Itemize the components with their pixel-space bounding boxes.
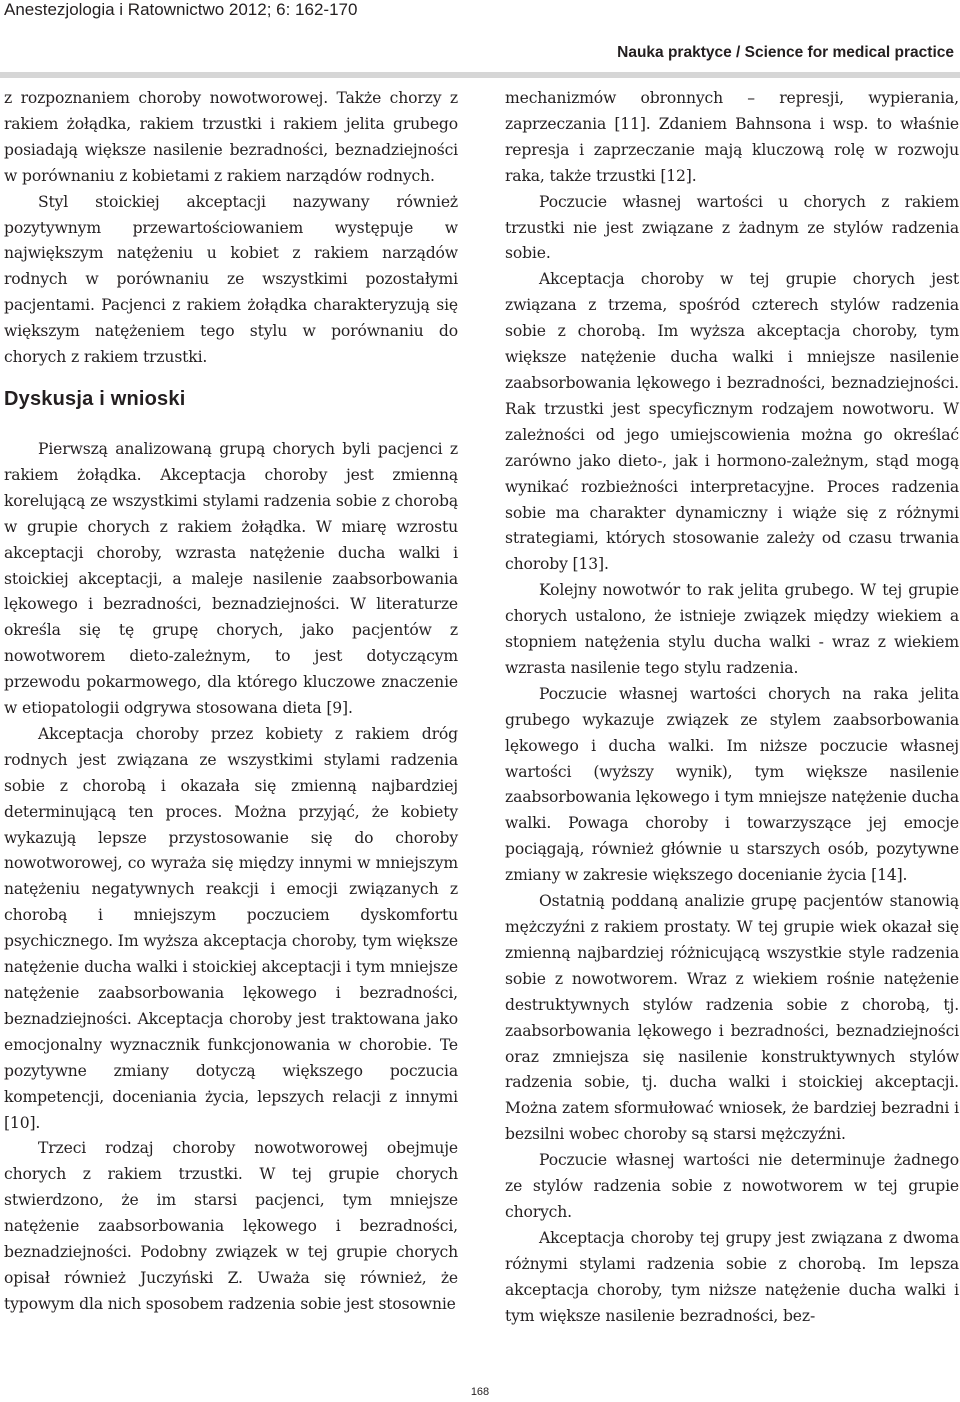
left-column bbox=[4, 86, 458, 1318]
paragraph: Poczucie własnej wartości nie determinuje żadnego ze stylów radzenia sobie z nowotworem w tej grupie chorych. bbox=[505, 1151, 959, 1221]
section-label: Nauka praktyce / Science for medical practice bbox=[617, 44, 954, 61]
paragraph: Akceptacja choroby w tej grupie chorych jest związana z trzema, spośród czterech stylów radzenia sobie z chorobą. Im wyższa akceptacja choroby, tym większe natężenie ducha walki i mniejsze nasilenie zaabsorbowania lękowego i bezradności, beznadziejności. Rak trzustki jest specyficznym rodzajem nowotworu. W zależności od jego umiejscowienia można go określać zarówno jako dieto-, jak i hormono-zależnym, stąd mogą wynikać rozbieżności interpretacyjne. Proces radzenia sobie ma charakter dynamiczny i wiąże się z różnymi strategiami, których stosowanie zależy od czasu trwania choroby [13]. bbox=[505, 270, 959, 574]
paragraph: Trzeci rodzaj choroby nowotworowej obejmuje chorych z rakiem trzustki. W tej grupie chorych stwierdzono, że im starsi pacjenci, tym mniejsze natężenie zaabsorbowania lękowego i bezradności, beznadziejności. Podobny związek w tej grupie chorych opisał również Juczyński Z. Uważa się również, że typowym dla nich sposobem radzenia sobie jest stosownie bbox=[4, 1139, 458, 1313]
journal-citation: Anestezjologia i Ratownictwo 2012; 6: 162-170 bbox=[4, 0, 358, 19]
paragraph: z rozpoznaniem choroby nowotworowej. Także chorzy z rakiem żołądka, rakiem trzustki i rakiem jelita grubego posiadają większe nasilenie bezradności, beznadziejności w porównaniu z kobietami z rakiem narządów rodnych. bbox=[4, 89, 458, 185]
paragraph: Ostatnią poddaną analizie grupę pacjentów stanowią mężczyźni z rakiem prostaty. W tej grupie wiek okazał się zmienną najbardziej różnicującą wszystkie style radzenia sobie z nowotworem. Wraz z wiekiem rośnie natężenie destruktywnych stylów radzenia sobie z chorobą, tj. zaabsorbowania lękowego i bezradności, beznadziejności oraz zmniejsza się nasilenie konstruktywnych stylów radzenia sobie, tj. ducha walki i stoickiej akceptacji. Można zatem sformułować wniosek, że bardziej bezradni i bezsilni wobec choroby są starsi mężczyźni. bbox=[505, 892, 959, 1144]
header-rule bbox=[0, 72, 960, 78]
paragraph: Poczucie własnej wartości u chorych z rakiem trzustki nie jest związane z żadnym ze stylów radzenia sobie. bbox=[505, 192, 959, 263]
paragraph: Akceptacja choroby tej grupy jest związana z dwoma różnymi stylami radzenia sobie z chorobą. Im lepsza akceptacja choroby, tym niższe natężenie ducha walki i tym większe nasilenie bezradności, bez- bbox=[505, 1228, 959, 1325]
paragraph: Styl stoickiej akceptacji nazywany również pozytywnym przewartościowaniem występuje w największym natężeniu u kobiet z rakiem narządów rodnych w porównaniu ze wszystkimi pozostałymi pacjentami. Pacjenci z rakiem żołądka charakteryzują się większym natężeniem tego stylu w porównaniu do chorych z rakiem trzustki. bbox=[4, 192, 458, 367]
right-column bbox=[505, 86, 959, 1330]
page-number: 168 bbox=[470, 1386, 490, 1398]
paragraph: Pierwszą analizowaną grupą chorych byli pacjenci z rakiem żołądka. Akceptacja choroby jest zmienną korelującą ze wszystkimi stylami radzenia sobie z chorobą w grupie chorych z rakiem żołądka. W miarę wzrostu akceptacji choroby, wzrasta natężenie ducha walki i stoickiej akceptacji, a maleje nasilenie zaabsorbowania lękowego i bezradności, beznadziejności. W literaturze określa się tę grupę chorych, jako pacjentów z nowotworem dieto-zależnym, to jest dotyczącym przewodu pokarmowego, dla którego kluczowe znaczenie w etiopatologii odgrywa stosowana dieta [9]. bbox=[4, 439, 458, 718]
paragraph: mechanizmów obronnych – represji, wypierania, zaprzeczania [11]. Zdaniem Bahnsona i wsp. to właśnie represja i zaprzeczanie mają kluczową rolę w rozwoju raka, także trzustki [12]. bbox=[505, 89, 959, 185]
paragraph: Kolejny nowotwór to rak jelita grubego. W tej grupie chorych ustalono, że istnieje związek między wiekiem a stopniem natężenia stylu ducha walki - wraz z wiekiem wzrasta nasilenie tego stylu radzenia. bbox=[505, 581, 959, 677]
section-heading: Dyskusja i wnioski bbox=[4, 387, 186, 410]
paragraph: Akceptacja choroby przez kobiety z rakiem dróg rodnych jest związana ze wszystkimi stylami radzenia sobie z chorobą i okazała się zmienną najbardziej determinującą ten proces. Można przyjąć, że kobiety wykazują lepsze przystosowanie się do choroby nowotworowej, co wyraża się między innymi w mniejszym natężeniu negatywnych reakcji i emocji związanych z chorobą i mniejszym poczuciem dyskomfortu psychicznego. Im wyższa akceptacja choroby, tym większe natężenie ducha walki i stoickiej akceptacji i tym mniejsze natężenie zaabsorbowania lękowego i bezradności, beznadziejności. Akceptacja choroby jest traktowana jako emocjonalny wyznacznik funkcjonowania w chorobie. Te pozytywne zmiany dotyczą większego poczucia kompetencji, doceniania życia, lepszych relacji z innymi [10]. bbox=[4, 724, 458, 1132]
paragraph: Poczucie własnej wartości chorych na raka jelita grubego wykazuje związek ze stylem zaabsorbowania lękowego i ducha walki. Im niższe poczucie własnej wartości (wyższy wynik), tym większe nasilenie zaabsorbowania lękowego i tym mniejsze natężenie ducha walki. Powaga choroby i towarzyszące jej emocje pociągają, również głównie u starszych osób, pozytywne zmiany w zakresie większego docenianie życia [14]. bbox=[505, 684, 959, 885]
